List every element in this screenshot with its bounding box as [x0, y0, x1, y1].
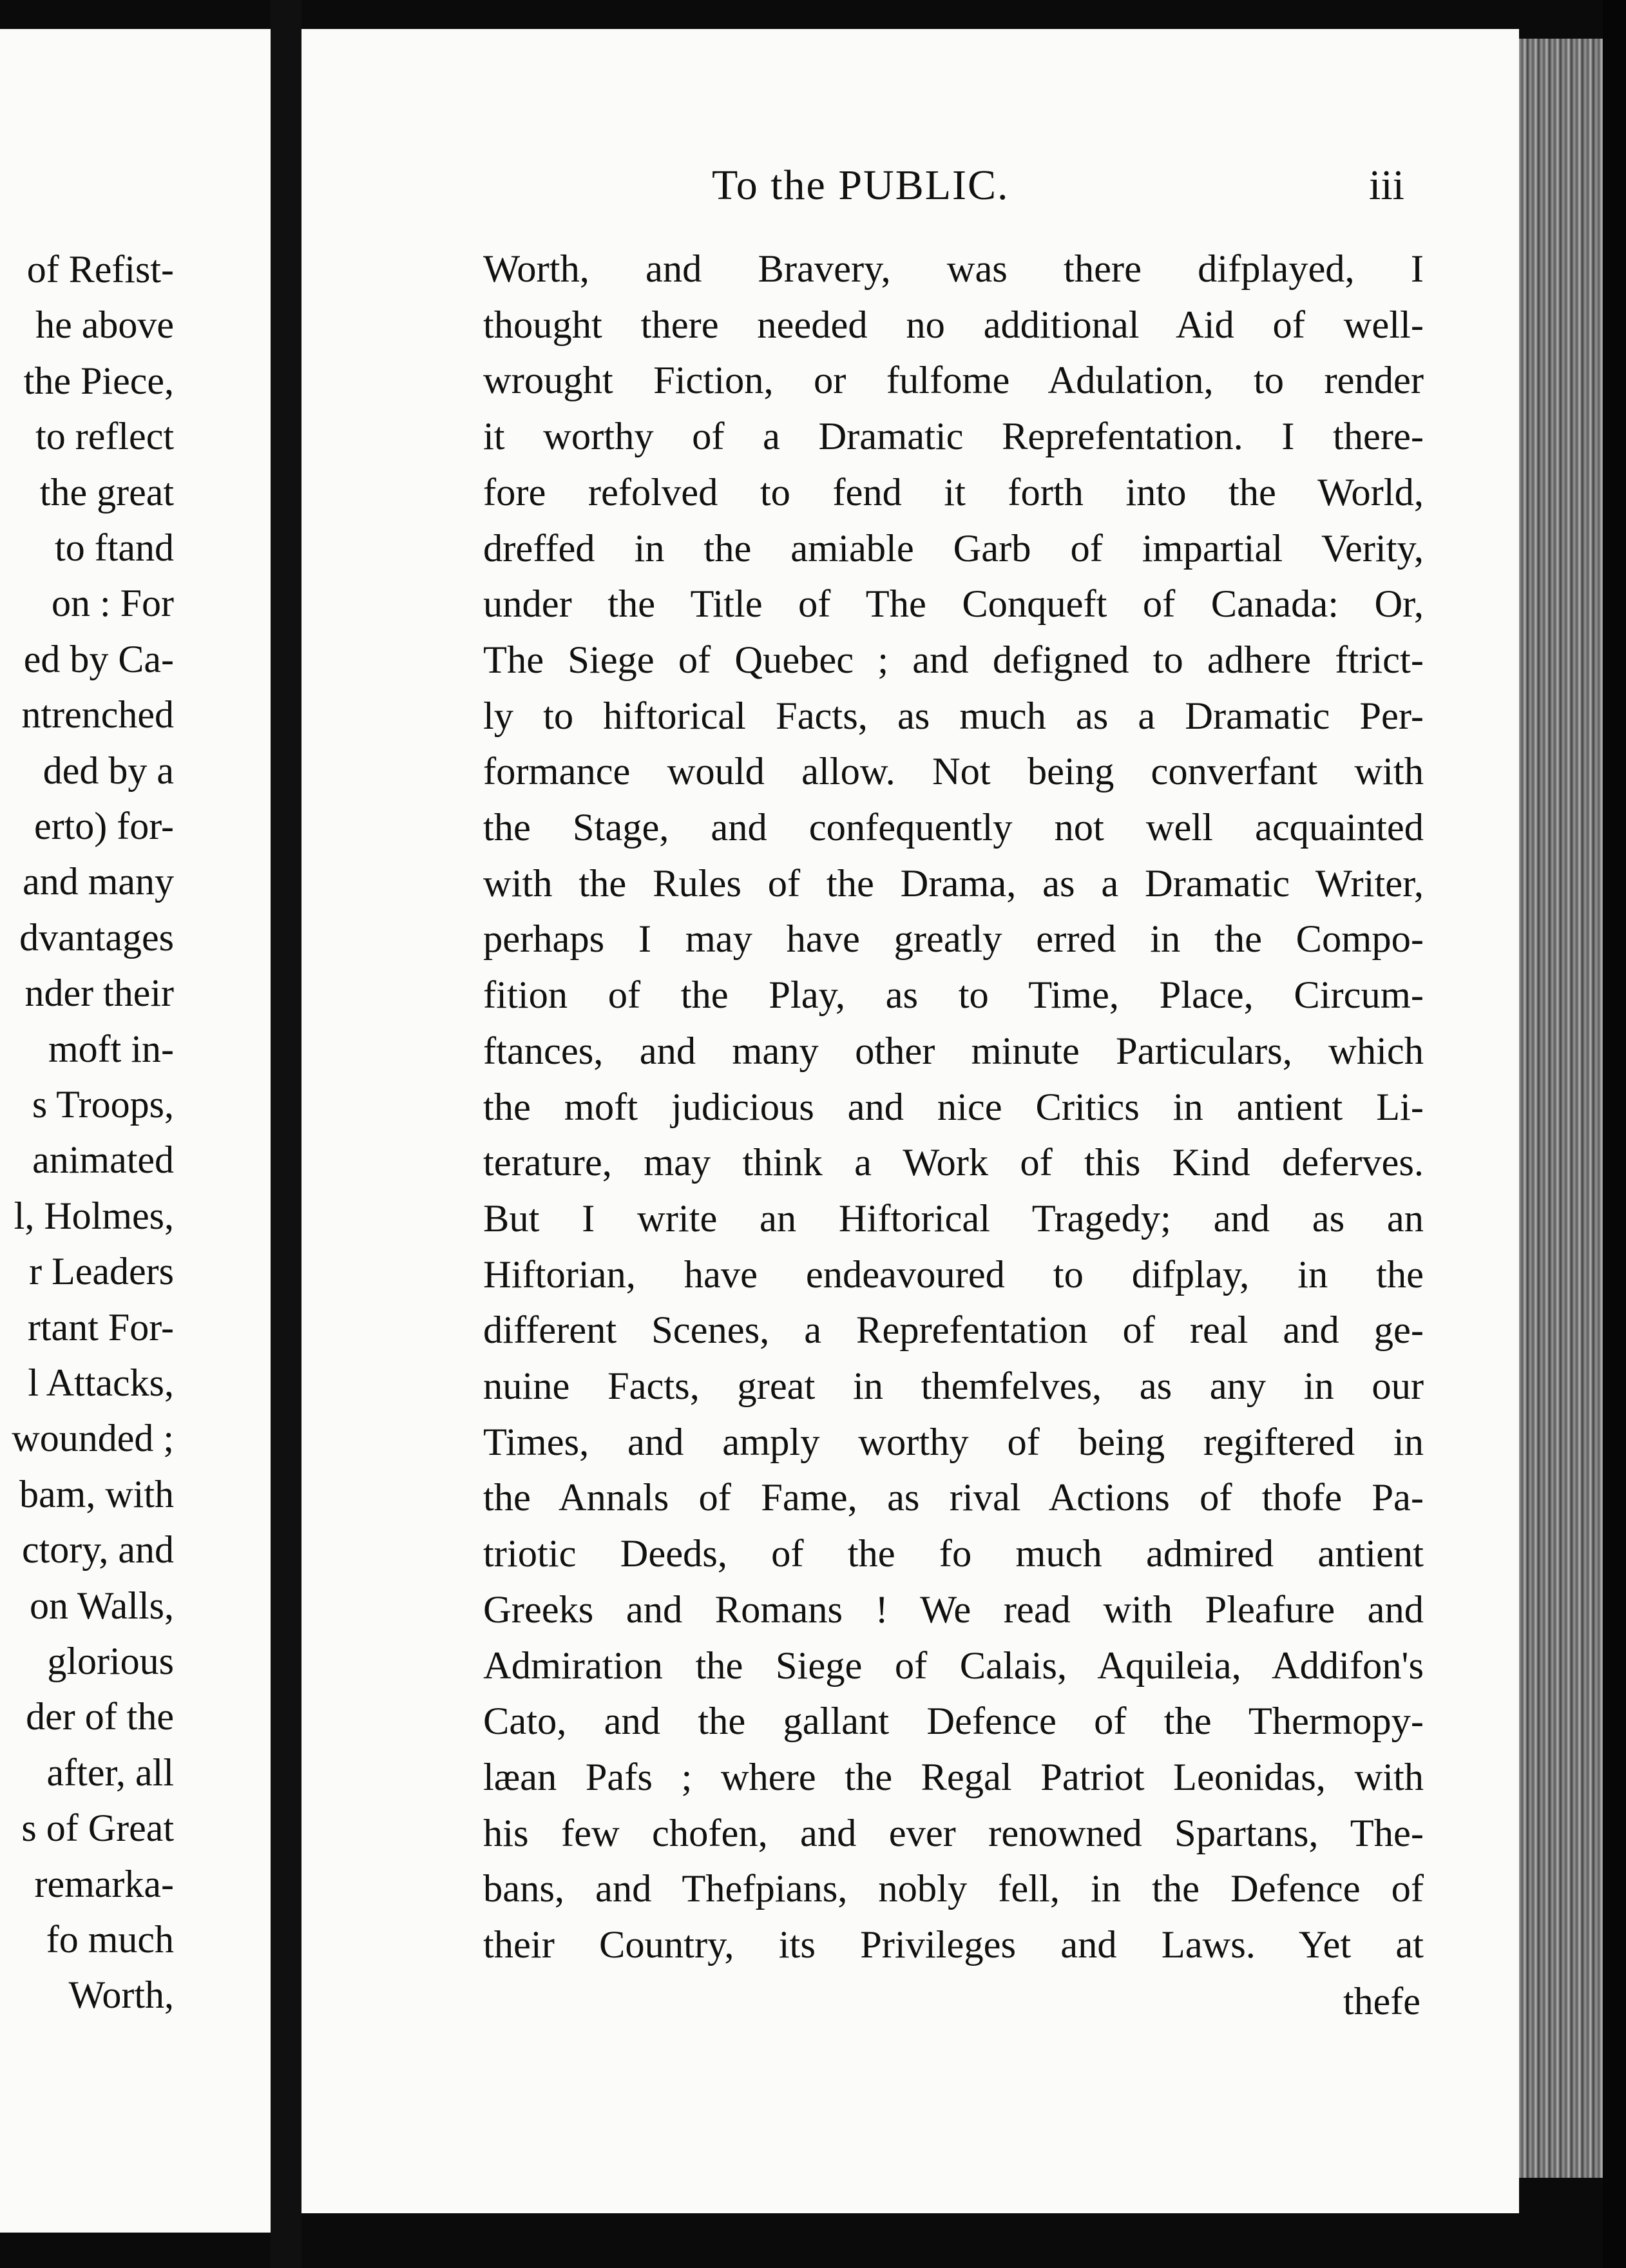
- left-page-line: the Piece,: [23, 359, 174, 402]
- body-text-line: ftances, and many other minute Particulars, which: [483, 1029, 1424, 1073]
- left-page-line: dvantages: [19, 916, 174, 959]
- left-page-line: erto) for-: [33, 805, 174, 847]
- left-page-line: bam, with: [19, 1472, 174, 1515]
- body-text-line: wrought Fiction, or fulfome Adulation, to render: [483, 359, 1424, 403]
- left-page-line: r Leaders: [29, 1250, 174, 1293]
- body-text-line: The Siege of Quebec ; and defigned to adhere ftrict-: [483, 638, 1424, 682]
- left-page-line: glorious: [47, 1640, 174, 1682]
- left-page-line: to ftand: [55, 526, 174, 569]
- left-page-line: nder their: [24, 972, 174, 1015]
- left-page-line: to reflect: [35, 415, 174, 458]
- body-text-line: thought there needed no additional Aid of well-: [483, 303, 1424, 347]
- left-page-line: animated: [32, 1139, 174, 1182]
- left-page-line: on : For: [51, 582, 174, 625]
- left-page-line: l, Holmes,: [14, 1194, 174, 1237]
- body-text-line: perhaps I may have greatly erred in the Compo-: [483, 918, 1424, 961]
- running-head: To the PUBLIC.: [712, 162, 1009, 209]
- body-text-line: formance would allow. Not being converfant with: [483, 750, 1424, 794]
- body-text-line: under the Title of The Conqueft of Canada: Or,: [483, 582, 1424, 626]
- body-text-line: dreffed in the amiable Garb of impartial Verity,: [483, 526, 1424, 570]
- body-text-line: with the Rules of the Drama, as a Dramatic Writer,: [483, 861, 1424, 905]
- left-page-line: s Troops,: [32, 1083, 174, 1126]
- body-text-line: the moft judicious and nice Critics in antient Li-: [483, 1085, 1424, 1129]
- left-page-line: on Walls,: [29, 1584, 174, 1627]
- body-text-line: fition of the Play, as to Time, Place, Circum-: [483, 974, 1424, 1017]
- body-text-line: læan Pafs ; where the Regal Patriot Leonidas, with: [483, 1755, 1424, 1799]
- left-page-line: moft in-: [48, 1027, 174, 1070]
- page-number: iii: [1369, 162, 1405, 209]
- body-text-line: their Country, its Privileges and Laws. Yet at: [483, 1923, 1424, 1966]
- body-text-line: Cato, and the gallant Defence of the Thermopy-: [483, 1700, 1424, 1744]
- right-page: [301, 29, 1519, 2213]
- body-text-line: bans, and Thefpians, nobly fell, in the Defence of: [483, 1867, 1424, 1911]
- left-page-line: the great: [39, 470, 174, 514]
- body-text-line: But I write an Hiftorical Tragedy; and as an: [483, 1196, 1424, 1240]
- body-text-line: his few chofen, and ever renowned Spartans, The-: [483, 1811, 1424, 1855]
- left-page: [0, 29, 271, 2233]
- body-text-line: Times, and amply worthy of being regiftered in: [483, 1420, 1424, 1464]
- body-text-line: ly to hiftorical Facts, as much as a Dramatic Per-: [483, 694, 1424, 738]
- body-text-line: different Scenes, a Reprefentation of real and ge-: [483, 1309, 1424, 1352]
- body-text-line: terature, may think a Work of this Kind deferves.: [483, 1141, 1424, 1185]
- body-text-line: Greeks and Romans ! We read with Pleafure and: [483, 1588, 1424, 1631]
- left-page-line: der of the: [26, 1695, 174, 1738]
- left-page-line: ded by a: [43, 749, 174, 792]
- left-page-line: Worth,: [68, 1974, 174, 2017]
- left-page-line: remarka-: [34, 1862, 174, 1905]
- catchword: thefe: [1343, 1979, 1420, 2023]
- left-page-line: ed by Ca-: [23, 637, 174, 680]
- left-page-line: rtant For-: [27, 1305, 174, 1349]
- body-text-line: triotic Deeds, of the fo much admired antient: [483, 1532, 1424, 1576]
- body-text-line: it worthy of a Dramatic Reprefentation. I there-: [483, 415, 1424, 459]
- body-text-line: Admiration the Siege of Calais, Aquileia, Addifon's: [483, 1644, 1424, 1687]
- body-text-line: nuine Facts, great in themfelves, as any in our: [483, 1365, 1424, 1408]
- book-edge-shadow: [1603, 0, 1626, 2268]
- page-edges: [1519, 39, 1603, 2178]
- body-text-line: Hiftorian, have endeavoured to difplay, in the: [483, 1253, 1424, 1296]
- left-page-line: ctory, and: [21, 1528, 174, 1571]
- book-gutter: [271, 0, 301, 2268]
- left-page-line: s of Great: [21, 1807, 174, 1850]
- left-page-line: of Refist-: [26, 248, 174, 291]
- left-page-line: l Attacks,: [28, 1361, 174, 1404]
- left-page-line: ntrenched: [21, 693, 174, 736]
- left-page-line: wounded ;: [12, 1417, 174, 1460]
- body-text-line: fore refolved to fend it forth into the World,: [483, 470, 1424, 514]
- body-text-line: the Stage, and confequently not well acquainted: [483, 806, 1424, 849]
- left-page-line: after, all: [46, 1751, 174, 1794]
- left-page-line: he above: [35, 303, 174, 347]
- left-page-line: fo much: [46, 1918, 174, 1961]
- body-text-line: Worth, and Bravery, was there difplayed, I: [483, 247, 1424, 291]
- left-page-line: and many: [23, 860, 174, 903]
- body-text-line: the Annals of Fame, as rival Actions of thofe Pa-: [483, 1476, 1424, 1520]
